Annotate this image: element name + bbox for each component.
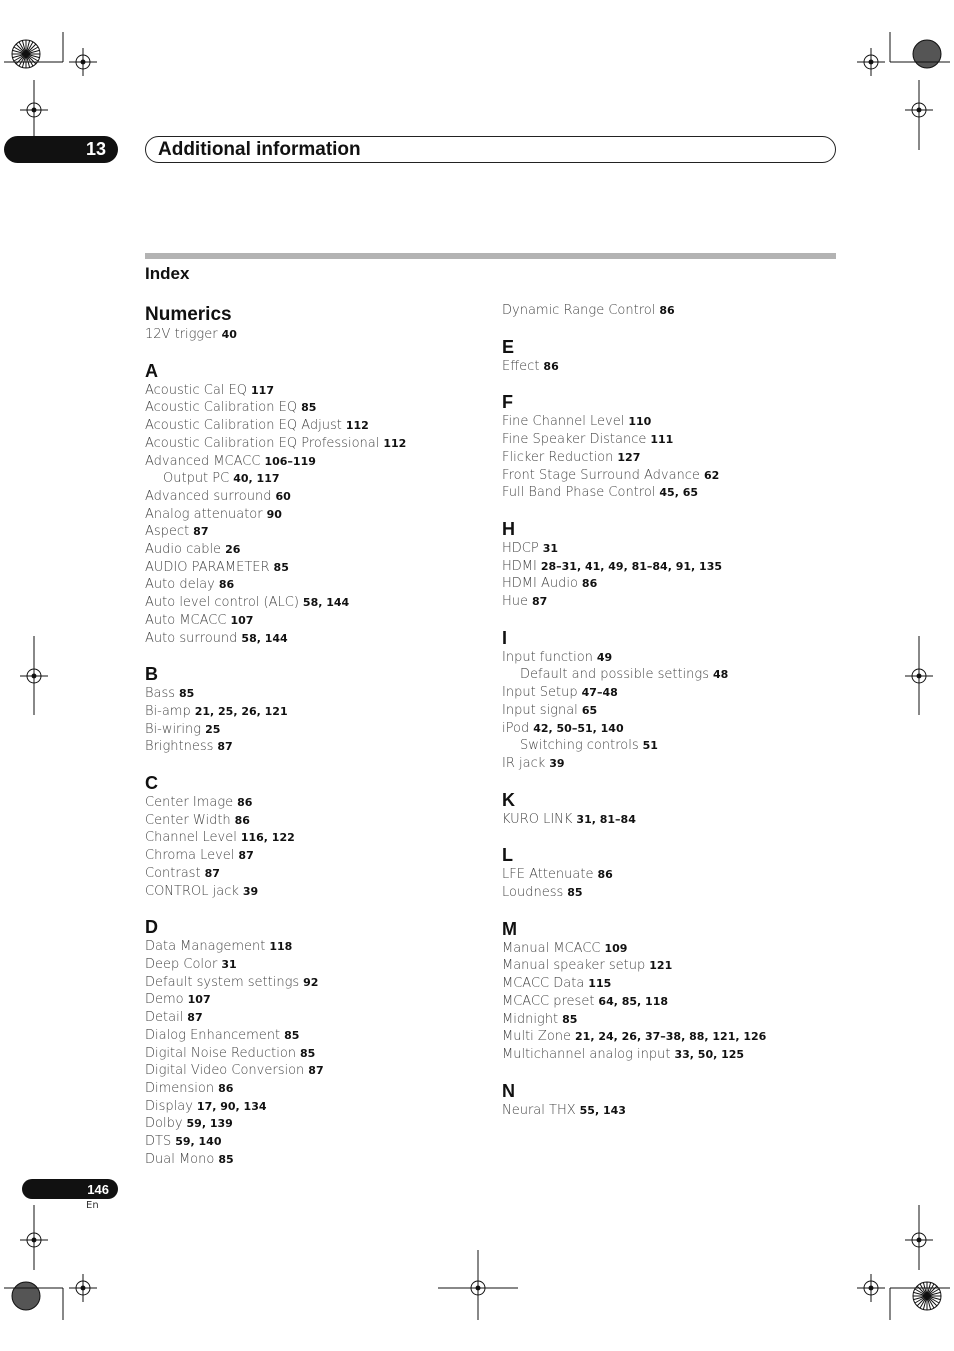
- entry-pages: 62: [703, 468, 720, 482]
- entry-label: Manual MCACC: [502, 940, 601, 956]
- entry-label: Loudness: [502, 885, 564, 901]
- index-entry: [145, 956, 485, 974]
- index-entry: [502, 449, 842, 467]
- index-entry: [145, 594, 485, 612]
- entry-pages: 42, 50–51, 140: [533, 721, 624, 735]
- entry-label: Acoustic Calibration EQ: [145, 400, 298, 416]
- entry-pages: 86: [659, 304, 675, 317]
- index-entry: [502, 975, 842, 993]
- index-entry: [502, 575, 842, 593]
- entry-label: Channel Level: [145, 830, 237, 846]
- entry-pages: 31, 81–84: [576, 812, 636, 826]
- entry-label: Neural THX: [502, 1102, 576, 1118]
- index-entry: [502, 431, 842, 449]
- index-section: [502, 302, 842, 320]
- section-letter: Numerics: [145, 304, 232, 325]
- index-entry: [145, 1009, 485, 1027]
- section-letter: A: [145, 360, 158, 381]
- index-entry: [145, 326, 485, 344]
- index-column-right: [502, 302, 842, 1135]
- index-section: [145, 916, 485, 1168]
- index-entry: [502, 957, 842, 975]
- entry-label: Input Setup: [502, 685, 578, 701]
- index-entry: [145, 812, 485, 830]
- entry-label: Dialog Enhancement: [145, 1027, 281, 1043]
- entry-pages: 86: [237, 796, 253, 810]
- entry-label: Acoustic Cal EQ: [145, 382, 248, 398]
- entry-label: CONTROL jack: [145, 883, 239, 899]
- entry-pages: 106–119: [264, 454, 316, 468]
- entry-label: Chroma Level: [145, 848, 235, 864]
- entry-pages: 31: [221, 957, 237, 971]
- index-entry: [145, 399, 485, 417]
- entry-pages: 107: [230, 613, 254, 627]
- index-entry: [145, 1151, 485, 1169]
- entry-pages: 58, 144: [241, 631, 288, 645]
- index-subentry: [145, 470, 485, 488]
- chapter-number: 13: [85, 139, 106, 159]
- index-section: [502, 627, 842, 773]
- entry-label: Fine Channel Level: [502, 414, 625, 430]
- entry-label: Switching controls: [520, 738, 639, 754]
- entry-label: Bass: [145, 686, 176, 702]
- index-subentry: [502, 737, 842, 755]
- entry-pages: 121: [649, 959, 673, 973]
- section-letter: E: [502, 336, 515, 357]
- index-section: [502, 518, 842, 611]
- index-section: [502, 1080, 842, 1120]
- entry-pages: 28–31, 41, 49, 81–84, 91, 135: [540, 559, 722, 573]
- crop-mark: [913, 40, 941, 68]
- index-subentry: [502, 666, 842, 684]
- entry-label: Default system settings: [145, 974, 300, 990]
- index-entry: [145, 417, 485, 435]
- entry-pages: 40: [221, 328, 237, 341]
- entry-pages: 85: [300, 1046, 316, 1060]
- entry-pages: 85: [218, 1152, 234, 1166]
- index-entry: [502, 884, 842, 902]
- section-letter: B: [145, 664, 158, 685]
- entry-label: Audio cable: [145, 542, 222, 558]
- entry-label: Advanced MCACC: [145, 453, 261, 469]
- entry-pages: 86: [543, 359, 559, 373]
- entry-label: Auto surround: [145, 630, 238, 646]
- index-entry: [502, 702, 842, 720]
- entry-label: Acoustic Calibration EQ Professional: [145, 435, 380, 451]
- entry-pages: 45, 65: [659, 486, 699, 500]
- entry-label: Dynamic Range Control: [502, 303, 656, 318]
- entry-label: Digital Noise Reduction: [145, 1045, 297, 1061]
- entry-pages: 17, 90, 134: [196, 1099, 267, 1113]
- index-section: [502, 336, 842, 376]
- index-entry: [145, 1115, 485, 1133]
- entry-label: Acoustic Calibration EQ Adjust: [145, 418, 342, 434]
- entry-pages: 59, 139: [186, 1117, 233, 1131]
- entry-pages: 60: [275, 489, 291, 503]
- entry-label: Center Image: [145, 795, 234, 811]
- entry-pages: 87: [217, 740, 233, 754]
- entry-label: Multichannel analog input: [502, 1046, 671, 1062]
- entry-label: Effect: [502, 358, 540, 374]
- index-entry: [145, 738, 485, 756]
- entry-pages: 127: [617, 450, 641, 464]
- index-entry: [145, 576, 485, 594]
- entry-pages: 40, 117: [233, 472, 280, 486]
- entry-pages: 58, 144: [302, 596, 350, 610]
- index-entry: [502, 993, 842, 1011]
- index-column-left: [145, 302, 485, 1184]
- entry-pages: 87: [308, 1064, 324, 1078]
- entry-label: Bi-amp: [145, 703, 191, 719]
- entry-pages: 111: [650, 433, 674, 447]
- index-entry: [145, 630, 485, 648]
- entry-pages: 87: [238, 849, 254, 863]
- index-entry: [145, 847, 485, 865]
- index-entry: [502, 811, 842, 829]
- index-section: [145, 304, 485, 344]
- index-entry: [145, 523, 485, 541]
- entry-label: Front Stage Surround Advance: [502, 467, 700, 483]
- index-entry: [502, 1046, 842, 1064]
- section-letter: D: [145, 917, 158, 938]
- entry-label: Output PC: [163, 471, 230, 487]
- section-letter: N: [502, 1080, 515, 1101]
- entry-pages: 110: [628, 415, 652, 429]
- index-entry: [502, 558, 842, 576]
- index-section: [145, 663, 485, 756]
- index-section: [502, 844, 842, 901]
- chapter-number-tab: [4, 136, 118, 163]
- index-entry: [502, 413, 842, 431]
- entry-label: AUDIO PARAMETER: [145, 559, 270, 575]
- entry-label: Auto MCACC: [145, 612, 227, 628]
- index-entry: [502, 940, 842, 958]
- entry-pages: 26: [225, 543, 241, 557]
- index-entry: [145, 382, 485, 400]
- index-section: [145, 772, 485, 900]
- index-entry: [145, 541, 485, 559]
- entry-label: Dual Mono: [145, 1151, 215, 1167]
- entry-pages: 25: [205, 722, 221, 736]
- crop-mark: [81, 1286, 86, 1291]
- entry-pages: 85: [301, 401, 317, 415]
- index-entry: [145, 883, 485, 901]
- index-entry: [145, 721, 485, 739]
- index-entry: [145, 1062, 485, 1080]
- section-letter: I: [502, 627, 508, 648]
- entry-pages: 87: [532, 595, 548, 609]
- entry-pages: 21, 25, 26, 121: [194, 704, 288, 718]
- index-entry: [145, 829, 485, 847]
- entry-pages: 109: [604, 941, 628, 955]
- entry-pages: 92: [303, 975, 319, 989]
- index-entry: [145, 1045, 485, 1063]
- entry-pages: 117: [251, 383, 274, 397]
- section-letter: M: [502, 918, 517, 939]
- entry-pages: 47–48: [581, 686, 618, 700]
- index-entry: [145, 1027, 485, 1045]
- entry-pages: 90: [266, 507, 282, 521]
- entry-pages: 87: [193, 525, 209, 539]
- entry-pages: 116, 122: [240, 831, 295, 845]
- entry-pages: 31: [542, 541, 559, 555]
- section-letter: C: [145, 773, 158, 794]
- entry-pages: 86: [581, 577, 598, 591]
- index-entry: [502, 1028, 842, 1046]
- entry-pages: 85: [567, 886, 583, 900]
- entry-pages: 65: [581, 703, 598, 717]
- index-entry: [145, 938, 485, 956]
- entry-label: HDMI: [502, 558, 537, 574]
- index-section: [502, 789, 842, 829]
- index-entry: [502, 467, 842, 485]
- entry-pages: 86: [597, 868, 613, 882]
- entry-pages: 85: [273, 560, 289, 574]
- index-section: [502, 391, 842, 502]
- index-entry: [145, 488, 485, 506]
- entry-label: MCACC Data: [502, 976, 585, 992]
- entry-pages: 112: [345, 419, 369, 433]
- entry-label: Input function: [502, 649, 593, 665]
- section-letter: H: [502, 518, 515, 539]
- entry-label: 12V trigger: [145, 327, 218, 342]
- entry-label: Flicker Reduction: [502, 449, 614, 465]
- entry-pages: 55, 143: [579, 1103, 626, 1117]
- index-entry: [502, 593, 842, 611]
- index-entry: [145, 794, 485, 812]
- entry-label: Center Width: [145, 812, 231, 828]
- entry-label: Auto level control (ALC): [145, 595, 299, 611]
- section-rule: [145, 253, 836, 259]
- entry-label: Contrast: [145, 865, 201, 881]
- entry-label: Bi-wiring: [145, 721, 202, 737]
- entry-label: Brightness: [145, 739, 214, 755]
- index-entry: [145, 1133, 485, 1151]
- index-entry: [145, 1080, 485, 1098]
- entry-label: HDMI Audio: [502, 576, 578, 592]
- index-section: [502, 918, 842, 1064]
- crop-mark: [869, 1286, 874, 1291]
- index-entry: [502, 1102, 842, 1120]
- crop-mark: [869, 60, 874, 65]
- entry-label: Dimension: [145, 1080, 215, 1096]
- entry-pages: 87: [204, 866, 220, 880]
- entry-label: Multi Zone: [502, 1029, 572, 1045]
- entry-pages: 33, 50, 125: [674, 1047, 745, 1061]
- index-entry: [502, 720, 842, 738]
- index-entry: [502, 484, 842, 502]
- section-letter: L: [502, 845, 513, 866]
- entry-pages: 39: [242, 884, 259, 898]
- entry-pages: 48: [712, 668, 729, 682]
- entry-label: MCACC preset: [502, 993, 595, 1009]
- index-entry: [502, 540, 842, 558]
- entry-pages: 59, 140: [175, 1135, 222, 1149]
- entry-label: Default and possible settings: [520, 667, 709, 683]
- entry-pages: 64, 85, 118: [598, 994, 669, 1008]
- index-entry: [502, 358, 842, 376]
- entry-label: Digital Video Conversion: [145, 1063, 305, 1079]
- entry-pages: 85: [284, 1028, 300, 1042]
- index-entry: [145, 559, 485, 577]
- entry-pages: 85: [562, 1012, 578, 1026]
- entry-pages: 112: [383, 436, 407, 450]
- index-entry: [145, 453, 485, 471]
- index-entry: [145, 612, 485, 630]
- language-label: En: [86, 1200, 99, 1211]
- index-entry: [502, 649, 842, 667]
- entry-label: Detail: [145, 1010, 184, 1026]
- entry-label: Dolby: [145, 1116, 183, 1132]
- entry-label: KURO LINK: [502, 811, 573, 827]
- entry-pages: 107: [187, 993, 211, 1007]
- entry-label: Midnight: [502, 1011, 559, 1027]
- index-entry: [502, 302, 842, 320]
- crop-mark: [81, 60, 86, 65]
- entry-pages: 87: [187, 1011, 203, 1025]
- entry-pages: 49: [596, 650, 613, 664]
- index-entry: [145, 506, 485, 524]
- index-entry: [502, 755, 842, 773]
- entry-pages: 115: [588, 977, 612, 991]
- index-section: [145, 360, 485, 648]
- entry-label: Data Management: [145, 939, 266, 955]
- index-entry: [502, 684, 842, 702]
- entry-label: IR jack: [502, 755, 546, 771]
- page-number-tab: [22, 1179, 118, 1199]
- entry-label: LFE Attenuate: [502, 867, 594, 883]
- chapter-title-bar: [145, 136, 836, 163]
- entry-label: Aspect: [145, 524, 190, 540]
- entry-pages: 39: [549, 756, 565, 770]
- entry-label: DTS: [145, 1134, 172, 1150]
- chapter-title: Additional information: [158, 138, 361, 160]
- entry-label: Advanced surround: [145, 488, 272, 504]
- entry-pages: 118: [269, 940, 293, 954]
- index-entry: [145, 991, 485, 1009]
- entry-pages: 86: [234, 813, 250, 827]
- entry-pages: 86: [218, 1081, 234, 1095]
- index-heading: Index: [145, 264, 190, 283]
- page-number: 146: [87, 1181, 109, 1197]
- entry-pages: 86: [218, 578, 235, 592]
- entry-label: Deep Color: [145, 956, 218, 972]
- entry-pages: 51: [642, 739, 658, 753]
- entry-label: Input signal: [502, 702, 578, 718]
- entry-label: Display: [145, 1098, 193, 1114]
- entry-label: HDCP: [502, 540, 539, 556]
- entry-pages: 85: [179, 687, 195, 701]
- entry-label: iPod: [502, 720, 530, 736]
- entry-label: Hue: [502, 594, 529, 610]
- entry-label: Full Band Phase Control: [502, 485, 656, 501]
- entry-pages: 21, 24, 26, 37–38, 88, 121, 126: [575, 1030, 767, 1044]
- section-letter: F: [502, 392, 513, 413]
- entry-label: Auto delay: [145, 577, 215, 593]
- index-entry: [145, 865, 485, 883]
- entry-label: Manual speaker setup: [502, 958, 646, 974]
- index-entry: [145, 685, 485, 703]
- index-entry: [145, 1098, 485, 1116]
- section-letter: K: [502, 789, 515, 810]
- index-entry: [502, 866, 842, 884]
- index-entry: [502, 1011, 842, 1029]
- index-entry: [145, 974, 485, 992]
- index-entry: [145, 703, 485, 721]
- crop-mark: [12, 1282, 40, 1310]
- index-entry: [145, 435, 485, 453]
- entry-label: Fine Speaker Distance: [502, 432, 647, 448]
- entry-label: Analog attenuator: [145, 506, 263, 522]
- entry-label: Demo: [145, 992, 184, 1008]
